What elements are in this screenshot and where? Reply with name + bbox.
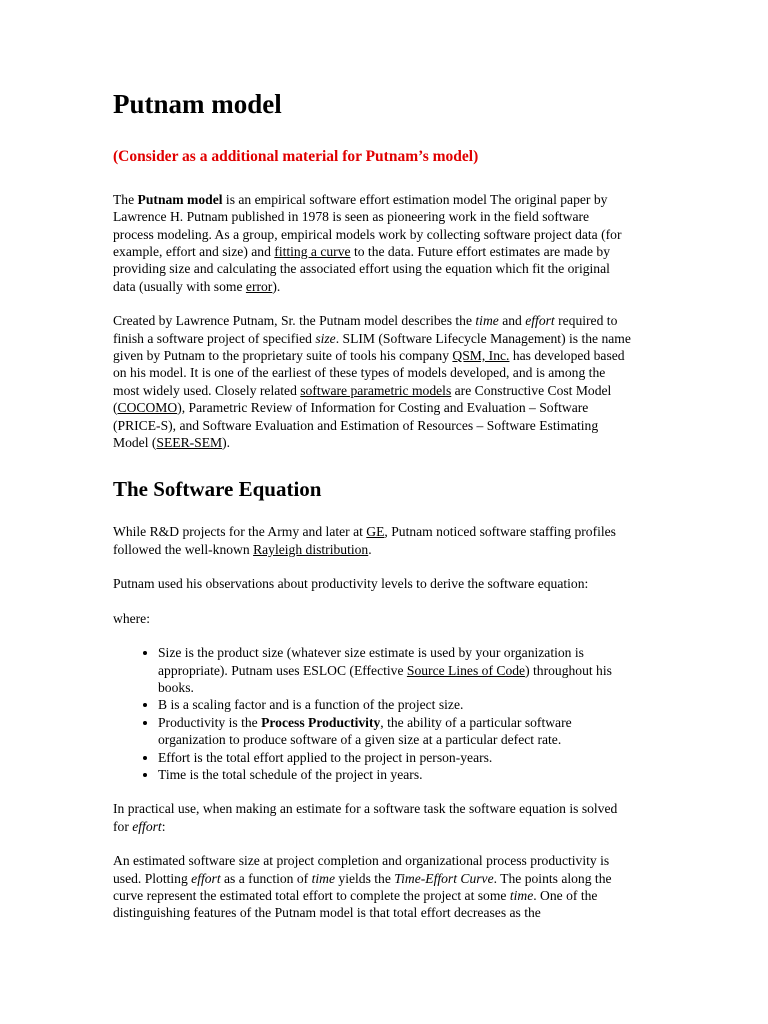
practical-use-paragraph: In practical use, when making an estimate for a software task the software equation is solved for effort: <box>113 801 618 834</box>
list-item-productivity: • Productivity is the Process Productivity, the ability of a particular software organization to produce software of a given size at a particular defect rate. <box>158 714 633 749</box>
rayleigh-paragraph: While R&D projects for the Army and later at GE, Putnam noticed software staffing profiles followed the well-known Rayleigh distribution. <box>113 524 616 557</box>
list-item-effort: • Effort is the total effort applied to the project in person-years. <box>158 749 633 766</box>
document-content <box>113 90 633 939</box>
link-fitting-a-curve[interactable]: fitting a curve <box>274 243 351 259</box>
list-item-b: • B is a scaling factor and is a function of the project size. <box>158 696 633 713</box>
link-cocomo[interactable]: COCOMO <box>117 400 178 416</box>
intro-paragraph: The Putnam model is an empirical software effort estimation model The original paper by Lawrence H. Putnam published in 1978 is seen as pioneering work in the field software process modeling. As a group, empirical models work by collecting software project data (for example, effort and size) and fitting a curve to the data. Future effort estimates are made by providing size and calculating the associated effort using the equation which fit the original data (usually with some error). <box>113 191 622 294</box>
list-item-time: • Time is the total schedule of the project in years. <box>158 766 633 783</box>
section-heading-software-equation: The Software Equation <box>113 477 322 502</box>
history-paragraph: Created by Lawrence Putnam, Sr. the Putnam model describes the time and effort required to finish a software project of specified size. SLIM (Software Lifecycle Management) is the name given by Putnam to the proprietary suite of tools his company QSM, Inc. has developed based on his model. It is one of the earliest of these types of models developed, and is among the most widely used. Closely related software parametric models are Constructive Cost Model (COCOMO), Parametric Review of Information for Costing and Evaluation – Software (PRICE-S), and Software Evaluation and Estimation of Resources – Software Estimating Model (SEER-SEM). <box>113 313 631 450</box>
page-title: Putnam model <box>113 89 282 119</box>
link-rayleigh-distribution[interactable]: Rayleigh distribution <box>253 541 369 557</box>
link-source-lines-of-code[interactable]: Source Lines of Code <box>406 662 526 678</box>
page-subtitle: (Consider as a additional material for Putnam’s model) <box>113 147 479 165</box>
where-label: where: <box>113 610 150 626</box>
link-ge[interactable]: GE <box>366 524 385 540</box>
link-error[interactable]: error <box>245 278 273 294</box>
list-item-size: • Size is the product size (whatever size estimate is used by your organization is appropriate). Putnam uses ESLOC (Effective Source Lines of Code) throughout his books. <box>158 644 633 696</box>
link-software-parametric-models[interactable]: software parametric models <box>300 382 452 398</box>
link-qsm-inc[interactable]: QSM, Inc. <box>452 347 510 363</box>
variable-list <box>113 644 633 783</box>
link-seer-sem[interactable]: SEER-SEM <box>156 434 223 450</box>
time-effort-paragraph: An estimated software size at project completion and organizational process productivity is used. Plotting effort as a function of time yields the Time-Effort Curve. The points along the curve represent the estimated total effort to complete the project at some time. One of the distinguishing features of the Putnam model is that total effort decreases as the <box>113 853 612 921</box>
putnam-model-bold: Putnam model <box>137 191 223 207</box>
equation-intro-paragraph: Putnam used his observations about productivity levels to derive the software equation: <box>113 576 589 592</box>
